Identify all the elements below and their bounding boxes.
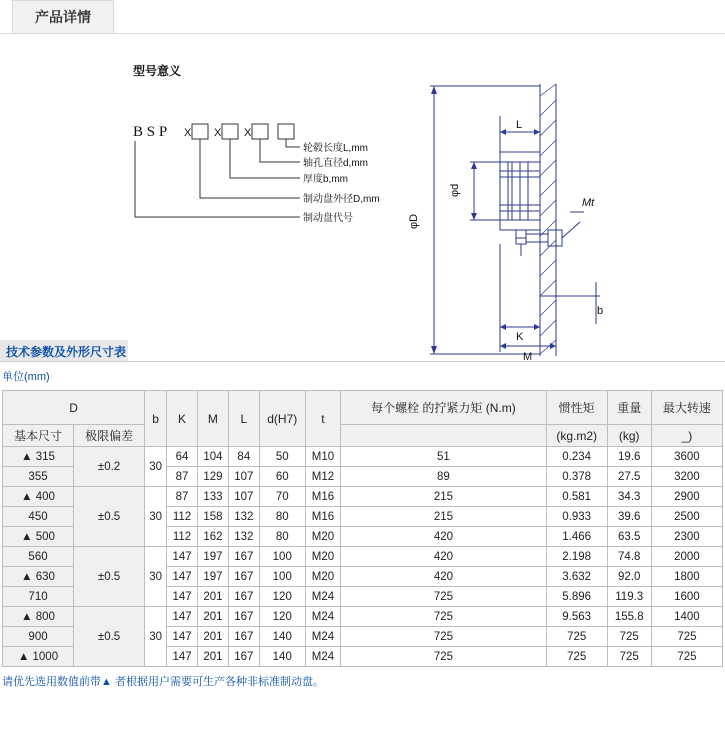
cell-torque: 215 (341, 507, 547, 527)
cell-dH7: 80 (259, 507, 305, 527)
col-L: L (228, 391, 259, 447)
cell-torque: 51 (341, 447, 547, 467)
cell-torque: 215 (341, 487, 547, 507)
cell-inertia: 5.896 (546, 587, 607, 607)
cell-torque: 725 (341, 647, 547, 667)
cell-inertia: 1.466 (546, 527, 607, 547)
col-weight-unit: (kg) (607, 425, 651, 447)
cell-inertia: 725 (546, 627, 607, 647)
label-Mt: Mt (582, 197, 595, 209)
cell-M: 197 (197, 567, 228, 587)
cell-D: ▲ 630 (3, 567, 74, 587)
cell-D: ▲ 500 (3, 527, 74, 547)
cell-M: 201 (197, 587, 228, 607)
cell-D: ▲ 315 (3, 447, 74, 467)
cell-t: M16 (305, 507, 340, 527)
col-rpm-unit: _) (651, 425, 722, 447)
section-divider (0, 361, 725, 362)
cell-weight: 74.8 (607, 547, 651, 567)
cell-torque: 725 (341, 607, 547, 627)
table-header-row-main (3, 391, 723, 425)
cell-M: 201 (197, 647, 228, 667)
cell-M: 129 (197, 467, 228, 487)
svg-text:X: X (184, 127, 192, 139)
model-code-prefix: B S P (133, 124, 168, 140)
table-row (3, 607, 723, 627)
cell-t: M16 (305, 487, 340, 507)
cell-L: 167 (228, 547, 259, 567)
cell-torque: 725 (341, 587, 547, 607)
label-M: M (523, 351, 533, 363)
cell-torque: 725 (341, 627, 547, 647)
cell-L: 167 (228, 647, 259, 667)
cell-t: M20 (305, 567, 340, 587)
cell-D: ▲ 1000 (3, 647, 74, 667)
cell-dH7: 50 (259, 447, 305, 467)
cell-L: 132 (228, 527, 259, 547)
callout-disc-code: 制动盘代号 (303, 213, 353, 224)
cell-K: 87 (167, 467, 198, 487)
col-t: t (305, 391, 340, 447)
cell-inertia: 0.581 (546, 487, 607, 507)
cell-dH7: 80 (259, 527, 305, 547)
cell-dH7: 120 (259, 607, 305, 627)
col-D-nominal: 基本尺寸 (3, 425, 74, 447)
cell-inertia: 725 (546, 647, 607, 667)
cell-b: 30 (145, 487, 167, 547)
cell-inertia: 0.933 (546, 507, 607, 527)
cell-K: 147 (167, 627, 198, 647)
tab-label: 产品详情 (35, 9, 91, 25)
cell-L: 167 (228, 607, 259, 627)
callout-outer-diameter: 制动盘外径D,mm (303, 194, 380, 205)
cell-L: 132 (228, 507, 259, 527)
cell-weight: 119.3 (607, 587, 651, 607)
table-row (3, 547, 723, 567)
cell-inertia: 9.563 (546, 607, 607, 627)
unit-label: 单位(mm) (2, 371, 50, 383)
cell-L: 167 (228, 627, 259, 647)
cell-K: 112 (167, 527, 198, 547)
cell-D: 560 (3, 547, 74, 567)
cell-torque: 420 (341, 567, 547, 587)
cell-tolerance: ±0.2 (74, 447, 145, 487)
cell-dH7: 60 (259, 467, 305, 487)
cell-dH7: 100 (259, 547, 305, 567)
cell-dH7: 140 (259, 627, 305, 647)
label-phid: φd (449, 183, 461, 197)
section-header (0, 340, 725, 362)
spec-table-body (3, 447, 723, 667)
cell-inertia: 2.198 (546, 547, 607, 567)
cell-weight: 39.6 (607, 507, 651, 527)
cell-inertia: 0.234 (546, 447, 607, 467)
cell-weight: 725 (607, 647, 651, 667)
cell-M: 201 (197, 607, 228, 627)
col-weight: 重量 (607, 391, 651, 425)
col-torque-unit (341, 425, 547, 447)
cell-D: ▲ 800 (3, 607, 74, 627)
callout-thickness: 厚度b,mm (303, 174, 348, 185)
cell-rpm: 2300 (651, 527, 722, 547)
cell-inertia: 3.632 (546, 567, 607, 587)
col-rpm: 最大转速 (651, 391, 722, 425)
diagram-title: 型号意义 (133, 64, 182, 78)
cell-dH7: 100 (259, 567, 305, 587)
label-L: L (516, 119, 523, 131)
cell-b: 30 (145, 447, 167, 487)
cell-M: 162 (197, 527, 228, 547)
table-header-row-sub (3, 425, 723, 447)
cell-K: 147 (167, 647, 198, 667)
label-b: b (597, 305, 604, 317)
cell-t: M20 (305, 527, 340, 547)
cell-L: 107 (228, 467, 259, 487)
cell-weight: 27.5 (607, 467, 651, 487)
cell-D: ▲ 400 (3, 487, 74, 507)
cell-torque: 420 (341, 547, 547, 567)
cell-rpm: 1800 (651, 567, 722, 587)
table-footnote: 请优先选用数值前带▲ 者根据用户需要可生产各种非标准制动盘。 (2, 676, 324, 688)
label-K: K (516, 331, 524, 343)
cell-weight: 34.3 (607, 487, 651, 507)
callout-hub-length: 轮毂长度L,mm (303, 143, 368, 154)
spec-table-head (3, 391, 723, 447)
col-D: D (3, 391, 145, 425)
cell-b: 30 (145, 607, 167, 667)
cell-D: 355 (3, 467, 74, 487)
cell-b: 30 (145, 547, 167, 607)
cell-tolerance: ±0.5 (74, 607, 145, 667)
callout-bore-diameter: 轴孔直径d,mm (303, 158, 368, 169)
col-torque: 每个螺栓 的拧紧力矩 (N.m) (341, 391, 547, 425)
section-title: 技术参数及外形尺寸表 (0, 340, 128, 362)
col-b: b (145, 391, 167, 447)
cell-t: M10 (305, 447, 340, 467)
cell-torque: 420 (341, 527, 547, 547)
cell-K: 147 (167, 547, 198, 567)
cell-t: M24 (305, 587, 340, 607)
cell-M: 201 (197, 627, 228, 647)
cell-M: 158 (197, 507, 228, 527)
cell-t: M24 (305, 607, 340, 627)
cell-torque: 89 (341, 467, 547, 487)
cell-rpm: 3600 (651, 447, 722, 467)
cell-L: 107 (228, 487, 259, 507)
cell-dH7: 140 (259, 647, 305, 667)
cell-K: 112 (167, 507, 198, 527)
cell-rpm: 725 (651, 647, 722, 667)
col-D-tolerance: 极限偏差 (74, 425, 145, 447)
cell-rpm: 1400 (651, 607, 722, 627)
table-row (3, 487, 723, 507)
cell-D: 900 (3, 627, 74, 647)
cell-D: 710 (3, 587, 74, 607)
cell-t: M24 (305, 647, 340, 667)
cell-rpm: 725 (651, 627, 722, 647)
col-dH7: d(H7) (259, 391, 305, 447)
cell-weight: 19.6 (607, 447, 651, 467)
cell-inertia: 0.378 (546, 467, 607, 487)
cell-D: 450 (3, 507, 74, 527)
cell-dH7: 70 (259, 487, 305, 507)
cell-K: 64 (167, 447, 198, 467)
cell-L: 167 (228, 567, 259, 587)
table-row (3, 447, 723, 467)
cell-rpm: 2000 (651, 547, 722, 567)
cell-K: 147 (167, 567, 198, 587)
cell-rpm: 2500 (651, 507, 722, 527)
cell-M: 197 (197, 547, 228, 567)
cell-M: 133 (197, 487, 228, 507)
cell-L: 167 (228, 587, 259, 607)
cell-weight: 725 (607, 627, 651, 647)
spec-table (2, 390, 723, 667)
col-K: K (167, 391, 198, 447)
label-phiD: φD (408, 213, 420, 229)
cell-t: M20 (305, 547, 340, 567)
col-inertia: 惯性矩 (546, 391, 607, 425)
cell-t: M12 (305, 467, 340, 487)
tab-product-details[interactable] (12, 0, 114, 33)
cell-K: 147 (167, 587, 198, 607)
tab-bar (0, 0, 725, 34)
cell-K: 147 (167, 607, 198, 627)
cell-tolerance: ±0.5 (74, 487, 145, 547)
col-M: M (197, 391, 228, 447)
cell-dH7: 120 (259, 587, 305, 607)
cell-rpm: 1600 (651, 587, 722, 607)
cell-weight: 92.0 (607, 567, 651, 587)
svg-text:X: X (244, 127, 252, 139)
cell-L: 84 (228, 447, 259, 467)
cell-tolerance: ±0.5 (74, 547, 145, 607)
cell-K: 87 (167, 487, 198, 507)
cell-rpm: 2900 (651, 487, 722, 507)
cell-t: M24 (305, 627, 340, 647)
cell-weight: 155.8 (607, 607, 651, 627)
cell-rpm: 3200 (651, 467, 722, 487)
cell-M: 104 (197, 447, 228, 467)
cell-weight: 63.5 (607, 527, 651, 547)
svg-text:X: X (214, 127, 222, 139)
col-inertia-unit: (kg.m2) (546, 425, 607, 447)
